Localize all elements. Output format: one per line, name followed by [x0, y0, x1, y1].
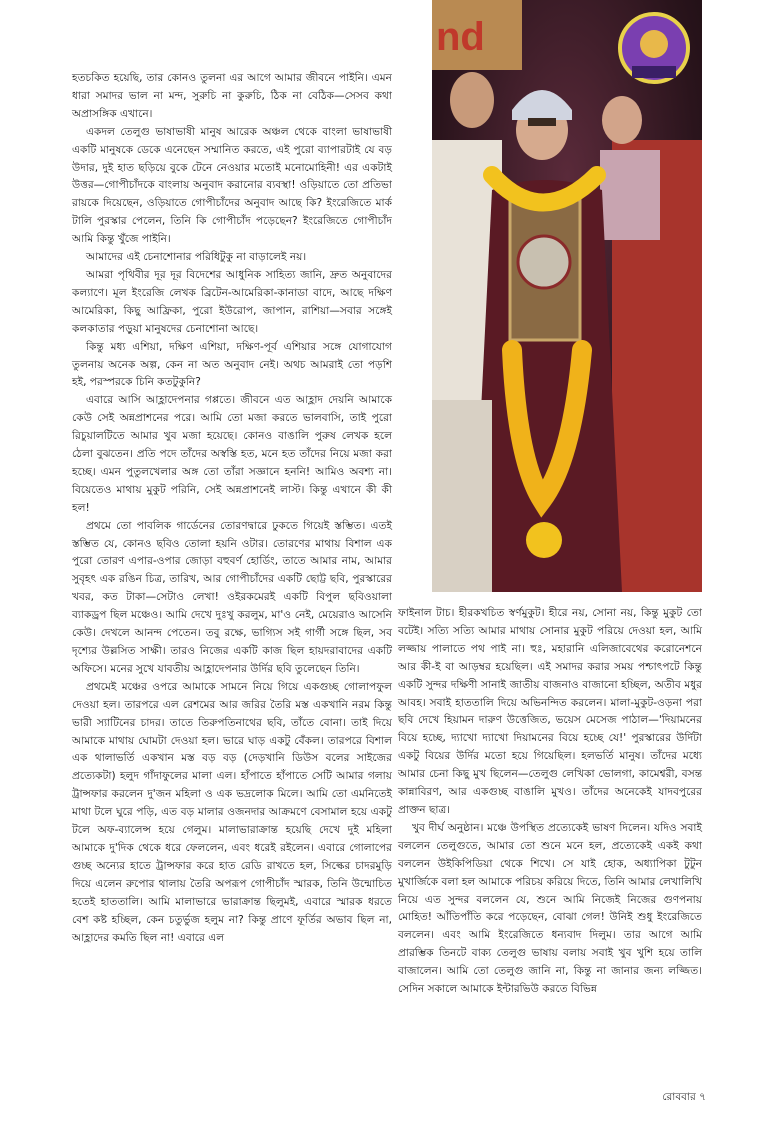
- banner-text: nd: [436, 15, 485, 59]
- paragraph: একদল তেলুগু ভাষাভাষী মানুষ আরেক অঞ্চল থেকে বাংলা ভাষাভাষী একটি মানুষকে ডেকে এনেছেন সম্মানিত করতে, এই পুরো ব্যাপারটাই যে বড় উদার, দুই হাত ছড়িয়ে বুকে টেনে নেওয়ার মতোই মনোমোহিনী! এর একটাই উত্তর—গোপীচাঁদকে বাংলায় অনুবাদ করানোর ব্যবস্থা! ওড়িয়াতে তো প্রতিভা রায়কে দিয়েছেন, ওড়িয়াতে গোপীচাঁদের অনুবাদ আছে কি? ইংরেজিতে মার্ক টালি পুরস্কার পেলেন, তিনি কি গোপীচাঁদ পড়েছেন? ইংরেজিতে গোপীচাঁদ আমি কিন্তু খুঁজে পাইনি।: [72, 125, 392, 246]
- article-column-left: [72, 70, 392, 947]
- article-column-right: [398, 605, 702, 999]
- paragraph: আমাদের এই চেনাশোনার পরিধিটুকু না বাড়ালেই নয়।: [86, 251, 307, 264]
- page-footer: রোববার ৭: [662, 1091, 706, 1103]
- award-ceremony-photo: [432, 0, 702, 592]
- paragraph: এবারে আসি আহ্লাদেপনার গপ্পতে। জীবনে এত আহ্লাদ দেয়নি আমাকে কেউ সেই অন্নপ্রাশনের পরে। আমি তো মজা করতে ভালবাসি, তাই পুরো রিচুয়ালটিতে আমার খুব মজা হয়েছে। কোনও বাঙালি পুরুষ লেখক হলে ঠেলা বুঝতেন। প্রতি পদে তাঁদের অস্বস্তি হত, মনে হত তাঁদের নিয়ে মজা করা হচ্ছে। এমন পুতুলখেলার অঙ্গ তো তাঁরা সজ্ঞানে হননি! আমিও অবশ্য না। বিয়েতেও মাথায় মুকুট পরিনি, সেই অন্নপ্রাশনেই লাস্ট। কিন্তু এখানে কী কী হল!: [72, 394, 392, 514]
- paragraph: খুব দীর্ঘ অনুষ্ঠান। মঞ্চে উপস্থিত প্রত্যেকেই ভাষণ দিলেন। যদিও সবাই বললেন তেলুগুতে, আমার তো শুনে মনে হল, প্রত্যেকেই একই কথা বললেন উইকিপিডিয়া থেকে শিখে। সে যাই হোক, অধ্যাপিকা টুটুন মুখার্জিকে বলা হল আমাকে পরিচয় করিয়ে দিতে, তিনি আমার লেখালিখি নিয়ে এত সুন্দর বললেন যে, শুনে আমি নিজেই নিজের গুণপনায় মোহিত! আঁতিপাঁতি করে পড়েছেন, বোঝা গেল! উনিই শুধু ইংরেজিতে বললেন। এবং আমি ইংরেজিতে ধন্যবাদ দিলুম। তার আগে আমি প্রারম্ভিক তিনটে বাক্য তেলুগু ভাষায় বলায় সবাই খুব খুশি হয়ে তালি বাজালেন। আমি তো তেলুগু জানি না, কিন্তু না জানার জন্য লজ্জিত। সেদিন সকালে আমাকে ইন্টারভিউ করতে বিভিন্ন: [398, 821, 702, 996]
- paragraph: কিন্তু মধ্য এশিয়া, দক্ষিণ এশিয়া, দক্ষিণ-পূর্ব এশিয়ার সঙ্গে যোগাযোগ তুলনায় অনেক অল্প, কেন না অত অনুবাদ নেই। অথচ আমরাই তো পড়শি হই, পরস্পরকে চিনি কতটুকুনি?: [72, 340, 392, 389]
- paragraph: প্রথমে তো পাবলিক গার্ডেনের তোরণদ্বারে ঢুকতে গিয়েই স্তম্ভিত। এতই স্তম্ভিত যে, কোনও ছবিও তোলা হয়নি ওটার। তোরণের মাথায় বিশাল এক পুরো তোরণ এপার-ওপার জোড়া বহুবর্ণ হোর্ডিং, তাতে আমার নাম, আমার সুবৃহৎ এক রঙিন চিত্র, তারিখ, আর গোপীচাঁদের একটি ছোট্ট ছবি, পুরস্কারের খবর, কত টাকা—সেটাও লেখা! ওইরকমেরই একটি বিপুল ছবিওয়ালা ব্যাকড্রপ ছিল মঞ্চেও। আমি দেখে দুঃখু করলুম, মা'ও নেই, মেয়েরাও আসেনি কেউ। দেখলে আনন্দ পেতেন। তবু রক্ষে, ভাগ্যিস সই গার্গী সঙ্গে ছিল, সব দৃশ্যের উল্লসিত সাক্ষী। তারও নিজের একটি কাজ ছিল হায়দরাবাদের একটি অফিসে। মনের সুখে যাবতীয় আহ্লাদেপনার উর্দির ছবি তুলেছেন তিনি।: [72, 519, 392, 675]
- paragraph: হতচকিত হয়েছি, তার কোনও তুলনা এর আগে আমার জীবনে পাইনি। এমন ধারা সমাদর ভাল না মন্দ, সুরুচি না কুরুচি, ঠিক না বেঠিক—সেসব কথা অপ্রাসঙ্গিক এখানে।: [72, 72, 392, 120]
- paragraph: ফাইনাল টাচ। হীরকখচিত স্বর্ণমুকুট। হীরে নয়, সোনা নয়, কিন্তু মুকুট তো বটেই। সত্যি সত্যি আমার মাথায় সোনার মুকুট পরিয়ে দেওয়া হল, আমি লজ্জায় পালাতে পথ পাই না। হুঃ, মহারানি এলিজাবেথের করোনেশনে আর কী-ই বা আড়ম্বর হয়েছিল। এই সমাদর করার সময় পশ্চাৎপটে কিন্তু একটি সুন্দর দক্ষিণী সানাই জাতীয় বাজনাও বাজানো হচ্ছিল, অতীব মধুর আবহ। সবাই হাততালি দিয়ে অভিনন্দিত করলেন। মালা-মুকুট-ওড়না পরা ছবি দেখে হিয়ামন দারুণ উত্তেজিত, ভয়েস মেসেজ পাঠাল—'দিয়ামনের বিয়ে হচ্ছে, দ্যাখো দ্যাখো দিয়ামনের বিয়ে হচ্ছে যে!' পুরস্কারের উর্দিটা একটু বিয়ের উর্দির মতো হয়ে গিয়েছিল। হলভর্তি মানুষ। তাঁদের মধ্যে আমার চেনা কিছু মুখ ছিলেন—তেলুগু লেখিকা ভোলগা, কামেশ্বরী, বসন্ত কান্নাবিরণ, আর একগুচ্ছ বাঙালি মুখও। তাঁদের অনেকেই যাদবপুরের প্রাক্তন ছাত্র।: [398, 607, 702, 816]
- paragraph: আমরা পৃথিবীর দূর দূর বিদেশের আধুনিক সাহিত্য জানি, দ্রুত অনুবাদের কল্যাণে। মূল ইংরেজি লেখক ব্রিটেন-আমেরিকা-কানাডা বাদে, আছে দক্ষিণ আমেরিকা, কিছু আফ্রিকা, পুরো ইউরোপ, জাপান, রাশিয়া—সবার সঙ্গেই কলকাতার পড়ুয়া মানুষদের চেনাশোনা আছে।: [72, 268, 392, 335]
- paragraph: প্রথমেই মঞ্চের ওপরে আমাকে সামনে নিয়ে গিয়ে একগুচ্ছ গোলাপফুল দেওয়া হল। তারপরে এল রেশমের আর জরির তৈরি মস্ত একখানি নরম কিন্তু ভারী স্যাটিনের চাদর। তাতে তিরুপতিনাথের ছবি, তাঁতে বোনা। তাই দিয়ে আমাকে মাথায় ঘোমটা দেওয়া হল। ভারে ঘাড় একটু বেঁকল। তারপরে বিশাল এক থালাভর্তি একখান মস্ত বড় বড় (দেড়খানি ডিউস বলের সাইজের প্রত্যেকটা) হলুদ গাঁদাফুলের মালা এল। হাঁপাতে হাঁপাতে সেটি আমার গলায় ট্রান্সফার করলেন দু'জন মহিলা ও এক ভদ্রলোক মিলে। আমি তো এমনিতেই মাথা টলে ঘুরে পড়ি, এত বড় মালার ওজনদার আক্রমণে বেসামাল হয়ে একটু টলে অফ-ব্যালেন্স হয়ে গেলুম। মালাভারাক্রান্ত হয়েছি দেখে দুই মহিলা আমাকে দু'দিক থেকে ধরে ফেললেন, এবং ধরেই রইলেন। এবারে গোলাপের গুচ্ছ অন্যের হাতে ট্রান্সফার করে হাত রেডি রাখতে হল, সিল্কের চাদরমুড়ি দিয়ে এলেন রুপোর থালায় তৈরি অপরূপ গোপীচাঁদ স্মারক, তিনি উন্মোচিত হতেই হাততালি। আমি মালাভারে ভারাক্রান্ত ছিলুমই, এবারে স্মারক ধরতে বেশ কষ্ট হচ্ছিল, কেন চতুর্ভুজ হলুম না? কিন্তু প্রাণে ফূর্তির অভাব ছিল না, আহ্লাদের কমতি ছিল না! এবারে এল: [72, 680, 392, 944]
